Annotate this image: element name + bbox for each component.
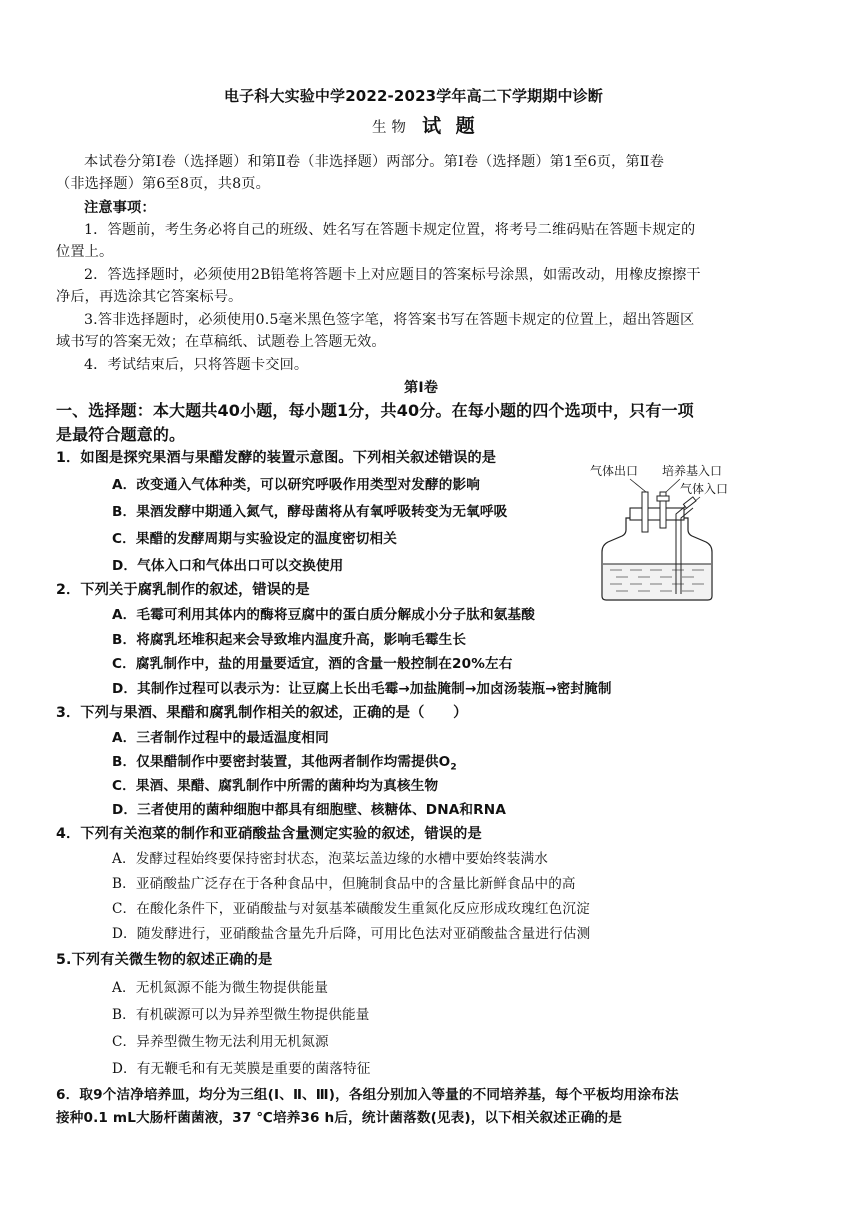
section-instructions-1: 一、选择题：本大题共40小题，每小题1分，共40分。在每小题的四个选项中，只有一项 (56, 401, 694, 420)
question-3-option-c: C．果酒、果醋、腐乳制作中所需的菌种均为真核生物 (112, 778, 439, 794)
note-1: 1．答题前，考生务必将自己的班级、姓名写在答题卡规定位置，将考号二维码贴在答题卡规定的 (84, 222, 696, 238)
part1-heading: 第Ⅰ卷 (404, 380, 439, 396)
intro-line-1: 本试卷分第Ⅰ卷（选择题）和第Ⅱ卷（非选择题）两部分。第Ⅰ卷（选择题）第1至6页，第Ⅱ卷 (84, 154, 664, 170)
note-3: 3.答非选择题时，必须使用0.5毫米黑色签字笔，将答案书写在答题卡规定的位置上，超出答题区 (84, 312, 695, 328)
o2-subscript: 2 (450, 762, 457, 773)
question-2-option-d: D．其制作过程可以表示为：让豆腐上长出毛霉→加盐腌制→加卤汤装瓶→密封腌制 (112, 681, 612, 697)
question-1-option-b: B．果酒发酵中期通入氮气，酵母菌将从有氧呼吸转变为无氧呼吸 (112, 504, 508, 520)
question-6-stem-line-2: 接种0.1 mL大肠杆菌菌液，37 ℃培养36 h后，统计菌落数(见表)，以下相关叙述正确的是 (56, 1110, 622, 1126)
question-3-option-d: D．三者使用的菌种细胞中都具有细胞壁、核糖体、DNA和RNA (112, 802, 506, 818)
exam-title: 电子科大实验中学2022-2023学年高二下学期期中诊断 (224, 87, 603, 105)
question-3-option-b-text: B．仅果醋制作中要密封装置，其他两者制作均需提供O (112, 754, 451, 770)
subject-suffix: 试 题 (422, 115, 479, 137)
question-4-option-c: C．在酸化条件下，亚硝酸盐与对氨基苯磺酸发生重氮化反应形成玫瑰红色沉淀 (112, 901, 590, 917)
question-3-option-a: A．三者制作过程中的最适温度相同 (112, 730, 329, 746)
note-2-cont: 净后，再选涂其它答案标号。 (56, 289, 243, 305)
question-4-option-b: B．亚硝酸盐广泛存在于各种食品中，但腌制食品中的含量比新鲜食品中的高 (112, 876, 576, 892)
question-5-option-b: B．有机碳源可以为异养型微生物提供能量 (112, 1007, 370, 1023)
question-6-stem-line-1: 6．取9个洁净培养皿，均分为三组(Ⅰ、Ⅱ、Ⅲ)，各组分别加入等量的不同培养基，每个平板均用涂布法 (56, 1087, 679, 1103)
question-5-option-d: D．有无鞭毛和有无荚膜是重要的菌落特征 (112, 1061, 371, 1077)
question-5-option-c: C．异养型微生物无法利用无机氮源 (112, 1034, 329, 1050)
intro-line-2: （非选择题）第6至8页，共8页。 (56, 176, 270, 192)
medium-inlet-label: 培养基入口 (662, 464, 723, 478)
apparatus-drawing (580, 462, 750, 602)
question-1-option-a: A．改变通入气体种类，可以研究呼吸作用类型对发酵的影响 (112, 477, 481, 493)
subject-name: 生 物 (372, 120, 407, 136)
question-3-stem: 3．下列与果酒、果醋和腐乳制作相关的叙述，正确的是（ ） (56, 705, 468, 721)
fermentation-apparatus-figure (580, 462, 750, 602)
question-1-option-c: C．果醋的发酵周期与实验设定的温度密切相关 (112, 531, 397, 547)
question-4-option-a: A．发酵过程始终要保持密封状态，泡菜坛盖边缘的水槽中要始终装满水 (112, 851, 549, 867)
gas-inlet-label: 气体入口 (680, 482, 729, 496)
question-2-option-c: C．腐乳制作中，盐的用量要适宜，酒的含量一般控制在20%左右 (112, 656, 513, 672)
question-2-stem: 2．下列关于腐乳制作的叙述，错误的是 (56, 582, 310, 598)
question-5-stem: 5.下列有关微生物的叙述正确的是 (56, 952, 273, 968)
question-1-option-d: D．气体入口和气体出口可以交换使用 (112, 558, 344, 574)
question-5-option-a: A．无机氮源不能为微生物提供能量 (112, 980, 329, 996)
question-2-option-a: A．毛霉可利用其体内的酶将豆腐中的蛋白质分解成小分子肽和氨基酸 (112, 607, 535, 623)
question-1-stem: 1．如图是探究果酒与果醋发酵的装置示意图。下列相关叙述错误的是 (56, 450, 497, 466)
notice-heading: 注意事项： (84, 200, 156, 216)
question-4-stem: 4．下列有关泡菜的制作和亚硝酸盐含量测定实验的叙述，错误的是 (56, 826, 482, 842)
question-2-option-b: B．将腐乳坯堆积起来会导致堆内温度升高，影响毛霉生长 (112, 632, 467, 648)
note-1-cont: 位置上。 (56, 244, 114, 260)
exam-subtitle (372, 116, 479, 138)
gas-outlet-label: 气体出口 (590, 464, 639, 478)
question-4-option-d: D．随发酵进行，亚硝酸盐含量先升后降，可用比色法对亚硝酸盐含量进行估测 (112, 926, 591, 942)
note-3-cont: 域书写的答案无效；在草稿纸、试题卷上答题无效。 (56, 334, 386, 350)
note-4: 4．考试结束后，只将答题卡交回。 (84, 357, 309, 373)
question-3-option-b (112, 752, 457, 778)
section-instructions-2: 是最符合题意的。 (56, 425, 186, 444)
note-2: 2．答选择题时，必须使用2B铅笔将答题卡上对应题目的答案标号涂黑，如需改动，用橡皮擦擦干 (84, 267, 701, 283)
